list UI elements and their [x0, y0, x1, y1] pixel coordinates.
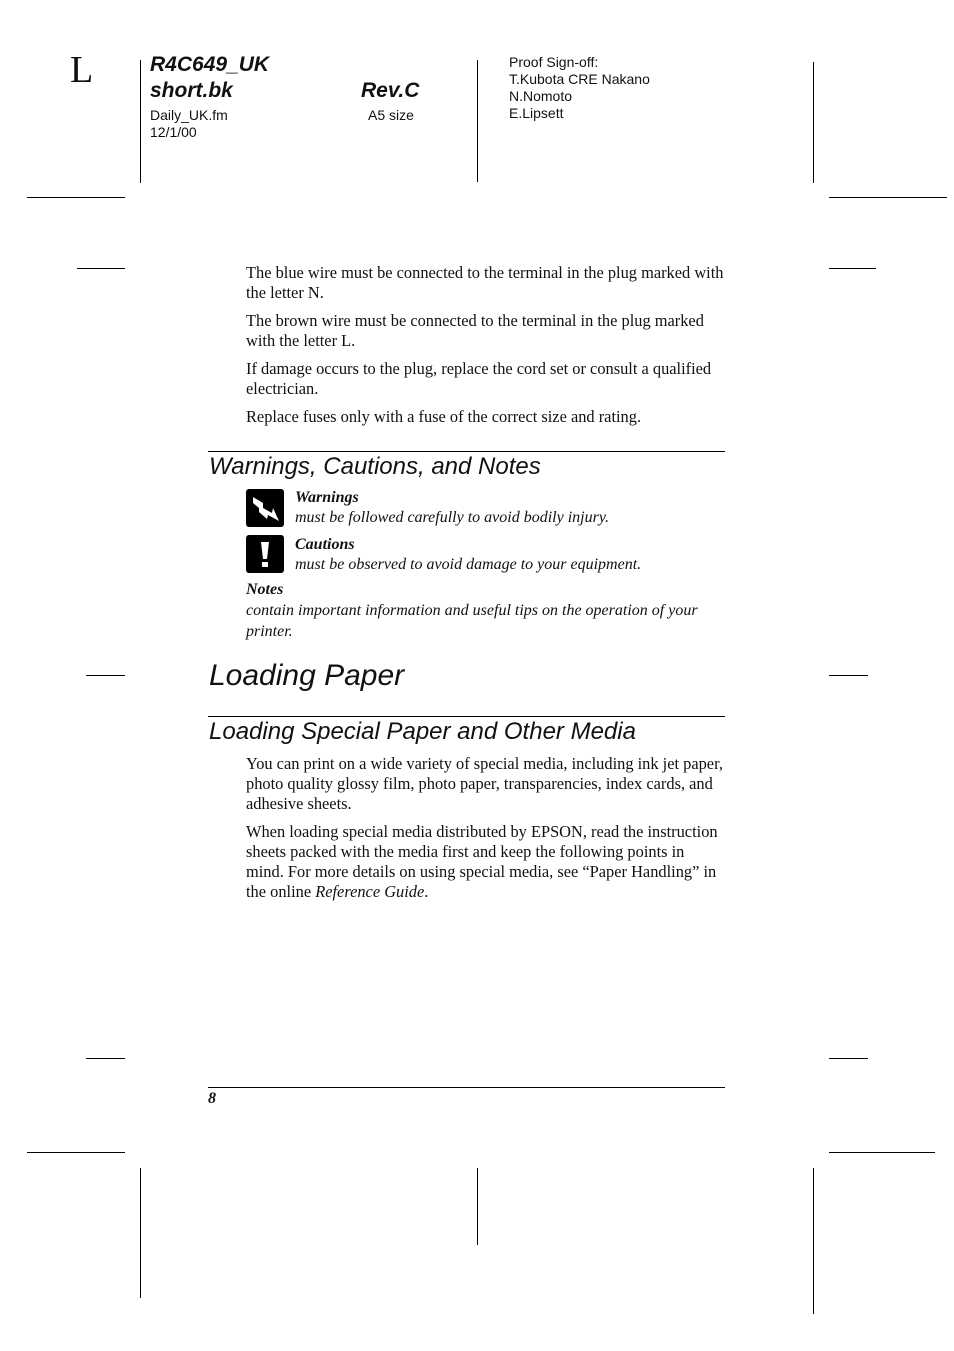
- proof-name: E.Lipsett: [509, 105, 564, 121]
- crop-mark-top-left-vertical: [140, 60, 141, 183]
- caution-description: must be observed to avoid damage to your equipment.: [295, 556, 642, 573]
- paragraph: Replace fuses only with a fuse of the correct size and rating.: [246, 407, 642, 426]
- crop-mark-bottom-left-horizontal: [27, 1152, 125, 1153]
- file-date: 12/1/00: [150, 124, 197, 140]
- registration-mark-left-1: [77, 268, 125, 269]
- paragraph: [246, 822, 726, 902]
- proof-signoff: [509, 54, 650, 122]
- crop-mark-top-center-vertical: [477, 60, 478, 182]
- paragraph: You can print on a wide variety of special media, including ink jet paper, photo quality glossy film, photo paper, transparencies, index cards, and adhesive sheets.: [246, 754, 723, 813]
- file-name: Daily_UK.fm: [150, 107, 228, 123]
- registration-mark-right-1: [829, 268, 876, 269]
- notes-description: contain important information and useful tips on the operation of your printer.: [246, 602, 698, 640]
- revision-label: Rev.C: [361, 79, 420, 102]
- exclamation-icon: [246, 535, 284, 573]
- chapter-heading-loading-paper: Loading Paper: [209, 659, 405, 692]
- registration-mark-right-2: [829, 675, 868, 676]
- file-info: [150, 107, 228, 141]
- document-title-line2: short.bk: [150, 79, 233, 102]
- crop-mark-top-right-vertical: [813, 62, 814, 183]
- crop-mark-bottom-left-vertical: [140, 1168, 141, 1298]
- paragraph: The blue wire must be connected to the terminal in the plug marked with the letter N.: [246, 263, 724, 302]
- warning-title: Warnings: [295, 489, 359, 506]
- section-heading-warnings: Warnings, Cautions, and Notes: [209, 453, 541, 480]
- proof-name: N.Nomoto: [509, 88, 573, 104]
- paragraph: The brown wire must be connected to the terminal in the plug marked with the letter L.: [246, 311, 704, 350]
- lightning-bolt-icon: [246, 489, 284, 527]
- corner-mark: L: [70, 49, 94, 91]
- loading-paper-text: [246, 754, 726, 910]
- document-title-line1: R4C649_UK: [150, 53, 270, 76]
- section-heading-special-paper: Loading Special Paper and Other Media: [209, 718, 636, 745]
- crop-mark-bottom-center-vertical: [477, 1168, 478, 1245]
- crop-mark-top-left-horizontal: [27, 197, 125, 198]
- registration-mark-left-2: [86, 675, 125, 676]
- document-title: [150, 52, 269, 104]
- page-size-label: A5 size: [368, 107, 414, 123]
- proof-label: Proof Sign-off:: [509, 54, 599, 70]
- paragraph-text: .: [424, 882, 429, 901]
- paragraph-text: When loading special media distributed by EPSON, read the instruction sheets packed with the media first and keep the following points in mind. For more details on using special media, see “Paper Handling” in the online: [246, 822, 718, 901]
- registration-mark-right-3: [829, 1058, 868, 1059]
- warning-description: must be followed carefully to avoid bodily injury.: [295, 509, 610, 526]
- notes-title: Notes: [246, 581, 284, 598]
- paragraph: If damage occurs to the plug, replace the cord set or consult a qualified electrician.: [246, 359, 712, 398]
- registration-mark-left-3: [86, 1058, 125, 1059]
- crop-mark-bottom-right-vertical: [813, 1168, 814, 1314]
- intro-text: [246, 263, 726, 435]
- crop-mark-bottom-right-horizontal: [829, 1152, 935, 1153]
- caution-title: Cautions: [295, 536, 355, 553]
- footer-rule: [208, 1087, 725, 1088]
- reference-guide-title: Reference Guide: [315, 882, 425, 901]
- crop-mark-top-right-horizontal: [829, 197, 947, 198]
- proof-name: T.Kubota CRE Nakano: [509, 71, 650, 87]
- page-number: 8: [208, 1090, 216, 1107]
